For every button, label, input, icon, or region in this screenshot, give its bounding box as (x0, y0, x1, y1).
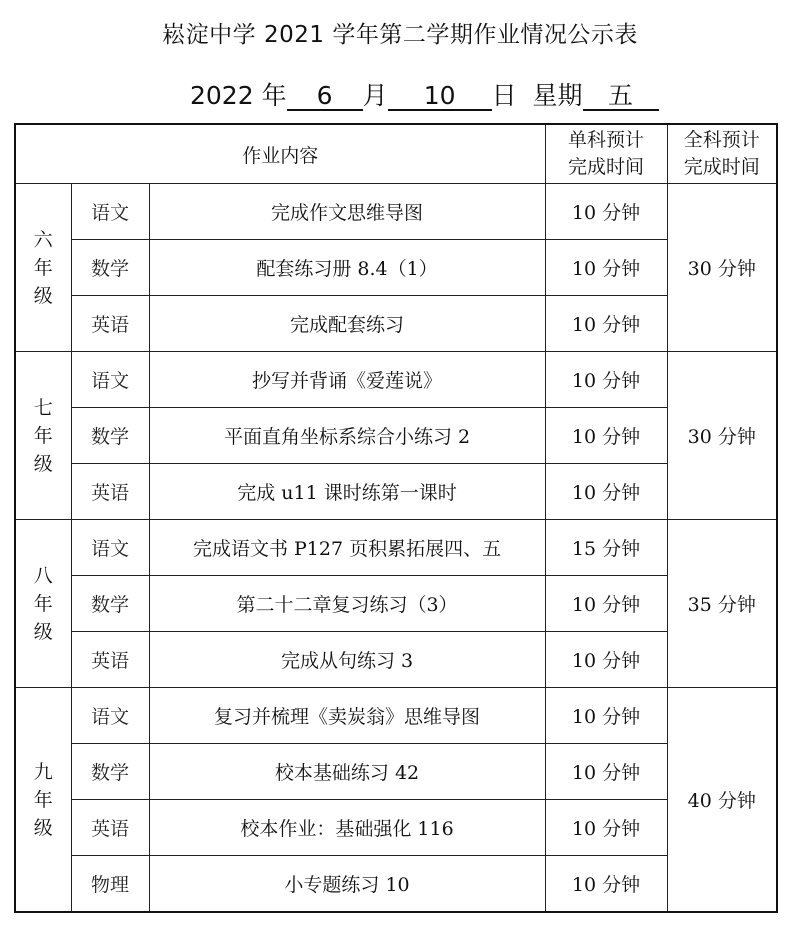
subject-cell: 语文 (71, 184, 149, 240)
header-total-line1: 全科预计 (683, 129, 760, 151)
content-cell: 抄写并背诵《爱莲说》 (149, 352, 545, 408)
grade-cell: 六 年 级 (15, 184, 71, 352)
table-row (15, 240, 777, 296)
content-cell: 配套练习册 8.4（1） (149, 240, 545, 296)
time-cell: 10 分钟 (545, 856, 667, 913)
total-time-cell: 30 分钟 (667, 352, 777, 520)
month-label: 月 (362, 81, 388, 110)
year-label: 2022 年 (190, 81, 287, 110)
content-cell: 完成语文书 P127 页积累拓展四、五 (149, 520, 545, 576)
subject-cell: 数学 (71, 744, 149, 800)
total-time-cell: 40 分钟 (667, 688, 777, 913)
subject-cell: 语文 (71, 352, 149, 408)
content-cell: 校本作业：基础强化 116 (149, 800, 545, 856)
table-row (15, 408, 777, 464)
table-row (15, 520, 777, 576)
grade-cell: 九 年 级 (15, 688, 71, 913)
header-single-line2: 完成时间 (568, 156, 645, 178)
month-value: 6 (287, 83, 363, 111)
content-cell: 完成从句练习 3 (149, 632, 545, 688)
content-cell: 完成配套练习 (149, 296, 545, 352)
grade-cell: 七 年 级 (15, 352, 71, 520)
time-cell: 10 分钟 (545, 576, 667, 632)
date-line (190, 76, 659, 112)
table-row (15, 800, 777, 856)
weekday-label: 星期 (532, 81, 583, 110)
table-row (15, 688, 777, 744)
table-row (15, 296, 777, 352)
content-cell: 第二十二章复习练习（3） (149, 576, 545, 632)
subject-cell: 物理 (71, 856, 149, 913)
subject-cell: 语文 (71, 688, 149, 744)
table-row (15, 352, 777, 408)
day-value: 10 (388, 83, 492, 111)
content-cell: 校本基础练习 42 (149, 744, 545, 800)
time-cell: 10 分钟 (545, 408, 667, 464)
subject-cell: 英语 (71, 296, 149, 352)
time-cell: 10 分钟 (545, 352, 667, 408)
table-body (15, 184, 777, 913)
total-time-cell: 35 分钟 (667, 520, 777, 688)
weekday-value: 五 (583, 83, 659, 111)
content-cell: 完成作文思维导图 (149, 184, 545, 240)
content-cell: 小专题练习 10 (149, 856, 545, 913)
content-cell: 复习并梳理《卖炭翁》思维导图 (149, 688, 545, 744)
time-cell: 15 分钟 (545, 520, 667, 576)
homework-table (14, 123, 778, 913)
subject-cell: 数学 (71, 576, 149, 632)
page-title: 崧淀中学 2021 学年第二学期作业情况公示表 (162, 22, 638, 48)
subject-cell: 语文 (71, 520, 149, 576)
subject-cell: 数学 (71, 240, 149, 296)
header-single-time (545, 124, 667, 184)
table-row (15, 464, 777, 520)
time-cell: 10 分钟 (545, 632, 667, 688)
grade-cell: 八 年 级 (15, 520, 71, 688)
time-cell: 10 分钟 (545, 744, 667, 800)
time-cell: 10 分钟 (545, 464, 667, 520)
header-total-line2: 完成时间 (683, 156, 760, 178)
table-row (15, 856, 777, 913)
header-total-time (667, 124, 777, 184)
total-time-cell: 30 分钟 (667, 184, 777, 352)
time-cell: 10 分钟 (545, 800, 667, 856)
time-cell: 10 分钟 (545, 688, 667, 744)
day-label: 日 (491, 81, 517, 110)
header-row (15, 124, 777, 184)
subject-cell: 英语 (71, 800, 149, 856)
time-cell: 10 分钟 (545, 184, 667, 240)
table-row (15, 632, 777, 688)
subject-cell: 英语 (71, 632, 149, 688)
header-single-line1: 单科预计 (568, 129, 645, 151)
time-cell: 10 分钟 (545, 240, 667, 296)
table-row (15, 576, 777, 632)
content-cell: 完成 u11 课时练第一课时 (149, 464, 545, 520)
subject-cell: 英语 (71, 464, 149, 520)
subject-cell: 数学 (71, 408, 149, 464)
content-cell: 平面直角坐标系综合小练习 2 (149, 408, 545, 464)
table-row (15, 184, 777, 240)
table-row (15, 744, 777, 800)
header-content: 作业内容 (15, 124, 545, 184)
time-cell: 10 分钟 (545, 296, 667, 352)
